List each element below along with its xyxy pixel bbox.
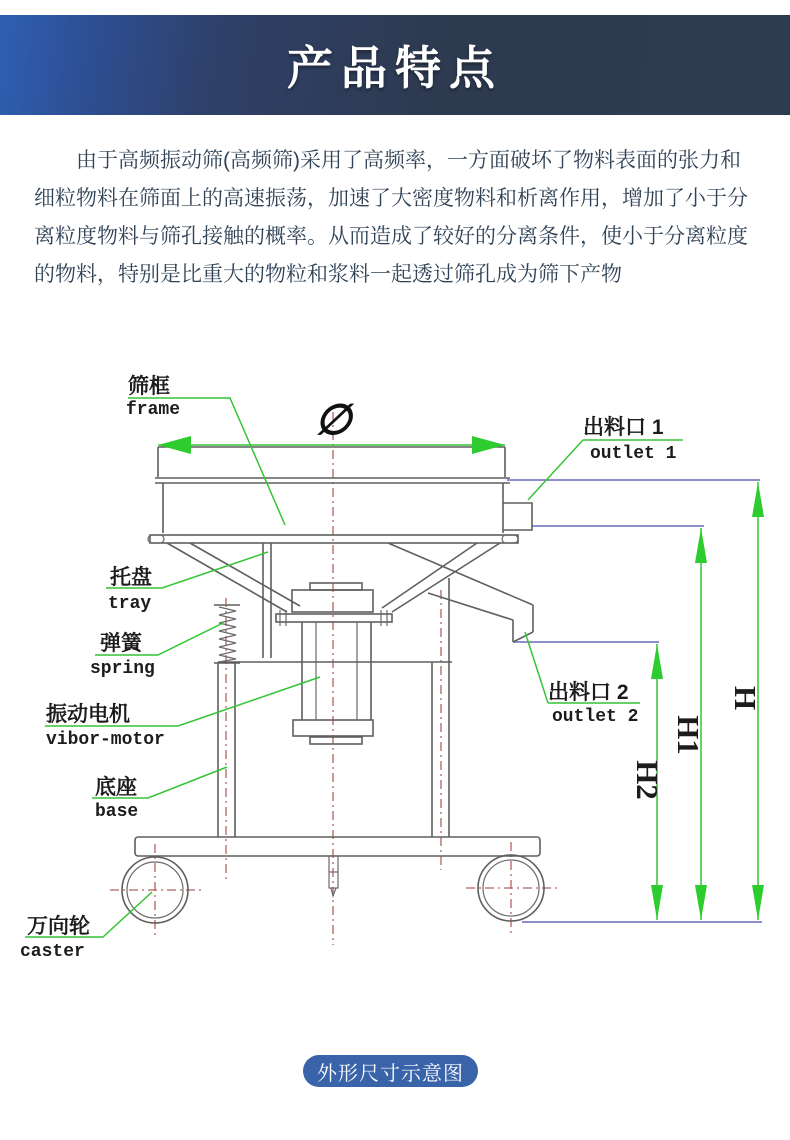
label-base-cn: 底座: [95, 776, 137, 799]
label-frame-cn: 筛框: [128, 375, 170, 398]
dim-h: H: [728, 685, 763, 711]
dim-h2: H2: [630, 760, 665, 800]
diagram-caption-pill: [303, 1055, 478, 1087]
label-spring-en: spring: [90, 659, 155, 679]
reference-lines: [507, 480, 762, 922]
label-motor-cn: 振动电机: [46, 703, 130, 726]
label-frame-en: frame: [126, 400, 181, 420]
label-spring-cn: 弹簧: [100, 632, 142, 655]
label-tray-cn: 托盘: [110, 566, 152, 589]
intro-paragraph: 由于高频振动筛(高频筛)采用了高频率，一方面破坏了物料表面的张力和细粒物料在筛面上的高速振荡，加速了大密度物料和析离作用，增加了小于分离粒度物料与筛孔接触的概率。从而造成了较好的分离条件，使小于分离粒度的物料，特别是比重大的物粒和浆料一起透过筛孔成为筛下产物: [34, 149, 748, 286]
label-base-en: base: [95, 802, 139, 822]
dimension-diagram: [0, 360, 790, 1020]
label-outlet1-en: outlet 1: [590, 444, 677, 464]
label-motor-en: vibor-motor: [46, 730, 165, 750]
label-caster-cn: 万向轮: [27, 915, 90, 938]
label-caster-en: caster: [20, 942, 85, 962]
label-tray-en: tray: [108, 594, 152, 614]
label-outlet2-cn: 出料口 2: [548, 681, 629, 704]
label-outlet2-en: outlet 2: [552, 707, 639, 727]
label-outlet1-cn: 出料口 1: [583, 416, 664, 439]
diameter-symbol: ∅: [314, 398, 352, 444]
section-banner: [0, 15, 790, 115]
page-title: 产品特点: [287, 42, 503, 94]
diagram-caption-text: 外形尺寸示意图: [317, 1062, 464, 1085]
dimension-lines: [158, 436, 764, 920]
dim-h1: H1: [671, 715, 706, 755]
